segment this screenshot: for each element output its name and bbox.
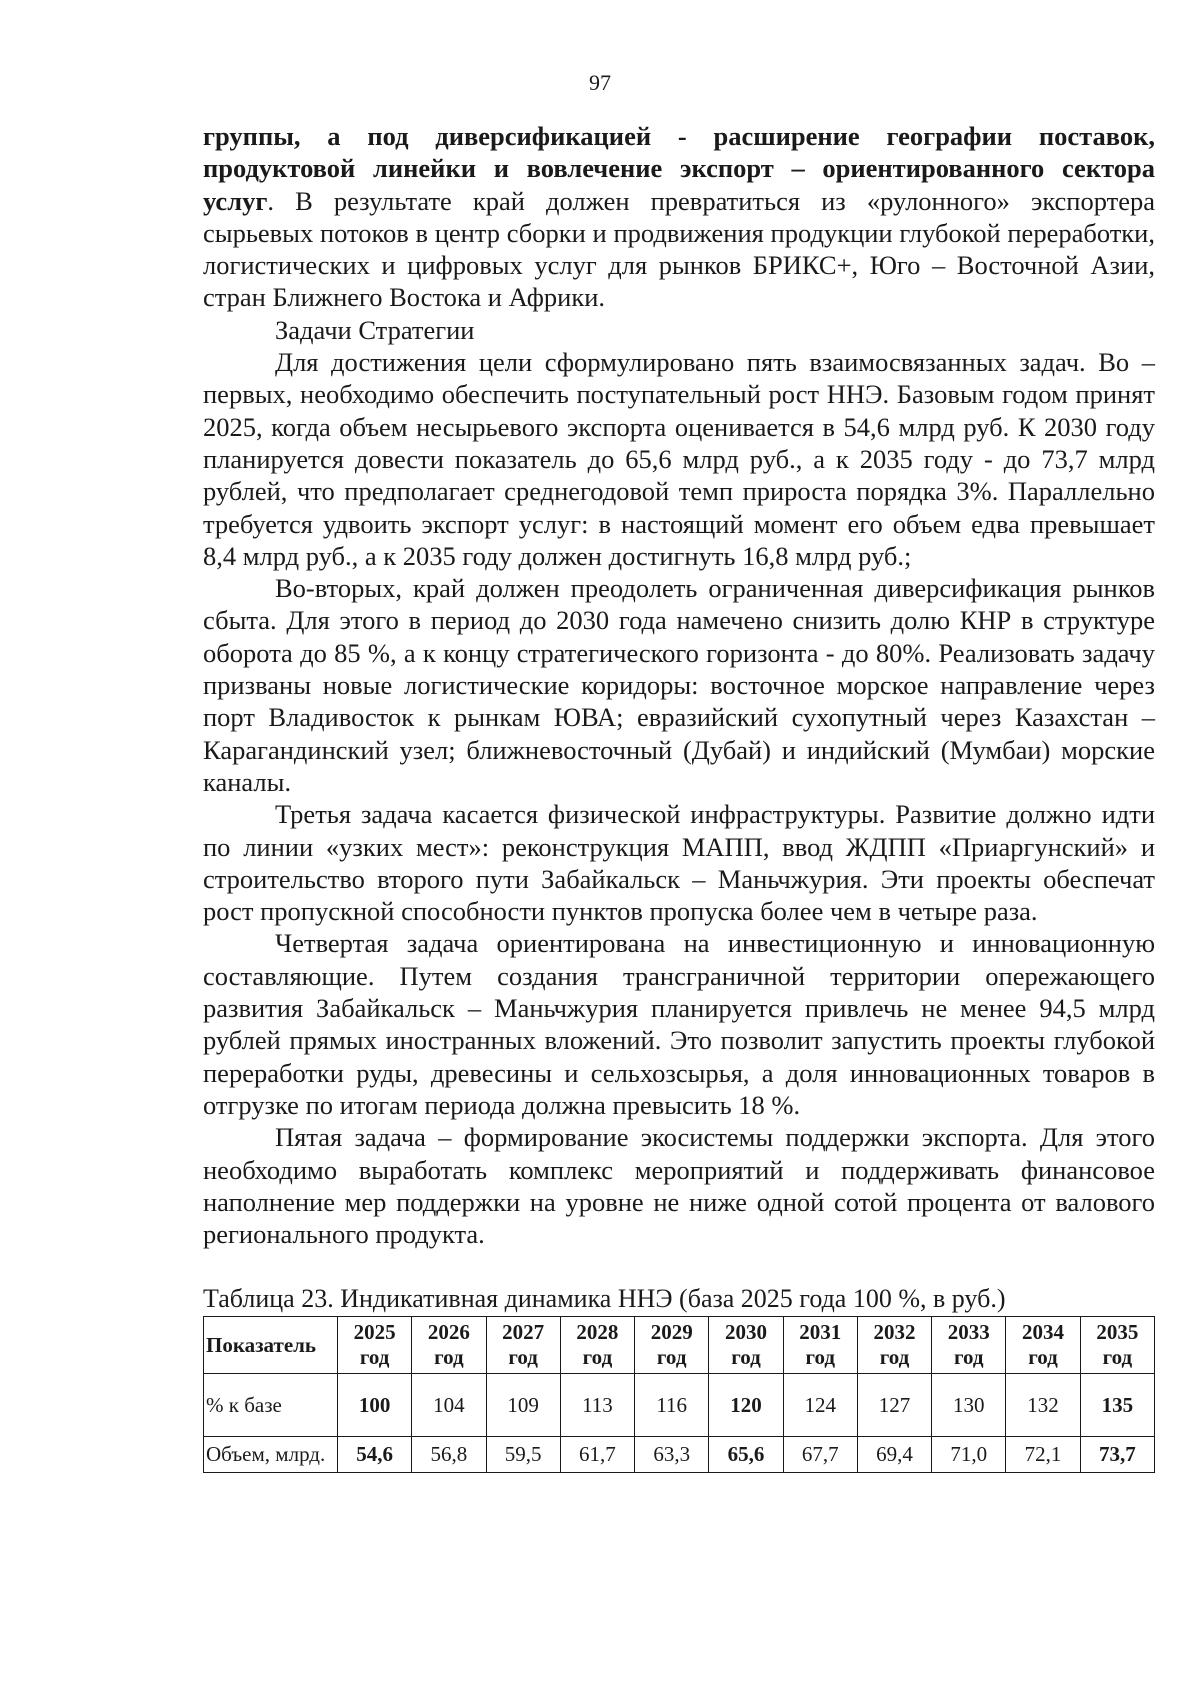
paragraph-task-4: Четвертая задача ориентирована на инвестиционную и инновационную составляющие. Путем создания трансграничной территории опережающего развития Забайкальск – Маньчжурия планируется привлечь не менее 94,5 млрд рублей прямых иностранных вложений. Это позволит запустить проекты глубокой переработки руды, древесины и сельхозсырья, а доля инновационных товаров в отгрузке по итогам периода должна превысить 18 %. [203, 928, 1155, 1120]
header-year [412, 1317, 486, 1374]
table-cell: 116 [635, 1374, 709, 1437]
intro-rest-text: . В результате край должен превратиться из «рулонного» экспортера сырьевых потоков в центр сборки и продвижения продукции глубокой переработки, логистических и цифровых услуг для рынков БРИКС+, Юго – Восточной Азии, стран Ближнего Востока и Африки. [203, 185, 1155, 313]
table-cell: 63,3 [635, 1437, 709, 1473]
table-cell: 104 [412, 1374, 486, 1437]
header-year-unit: год [805, 1345, 835, 1370]
page-number: 97 [589, 70, 611, 95]
table-cell: 73,7 [1080, 1437, 1154, 1473]
table-cell: 124 [783, 1374, 857, 1437]
header-year-unit: год [582, 1345, 613, 1370]
row-label: % к базе [204, 1374, 338, 1437]
table-cell: 54,6 [338, 1437, 412, 1473]
paragraph-task-2: Во-вторых, край должен преодолеть ограниченная диверсификация рынков сбыта. Для этого в период до 2030 года намечено снизить долю КНР в структуре оборота до 85 %, а к концу стратегического горизонта - до 80%. Реализовать задачу призваны новые логистические коридоры: восточное морское направление через порт Владивосток к рынкам ЮВА; евразийский сухопутный через Казахстан – Карагандинский узел; ближневосточный (Дубай) и индийский (Мумбаи) морские каналы. [203, 573, 1155, 797]
table-cell: 56,8 [412, 1437, 486, 1473]
paragraph-task-1: Для достижения цели сформулировано пять взаимосвязанных задач. Во – первых, необходимо обеспечить поступательный рост ННЭ. Базовым годом принят 2025, когда объем несырьевого экспорта оценивается в 54,6 млрд руб. К 2030 году планируется довести показатель до 65,6 млрд руб., а к 2035 году - до 73,7 млрд рублей, что предполагает среднегодовой темп прироста порядка 3%. Параллельно требуется удвоить экспорт услуг: в настоящий момент его объем едва превышает 8,4 млрд руб., а к 2035 году должен достигнуть 16,8 млрд руб.; [203, 347, 1155, 571]
intro-paragraph [203, 120, 1155, 314]
header-year-value: 2027 [502, 1320, 545, 1345]
header-year-unit: год [879, 1345, 910, 1370]
header-year [932, 1317, 1006, 1374]
header-year [709, 1317, 783, 1374]
table-body [204, 1374, 1155, 1473]
row-label: Объем, млрд. [204, 1437, 338, 1473]
table-cell: 127 [857, 1374, 931, 1437]
header-year-unit: год [359, 1345, 390, 1370]
header-year-unit: год [1028, 1345, 1058, 1370]
header-year-value: 2035 [1096, 1320, 1139, 1345]
table-cell: 130 [932, 1374, 1006, 1437]
header-year-unit: год [656, 1345, 687, 1370]
header-year [1080, 1317, 1154, 1374]
header-indicator: Показатель [204, 1317, 338, 1374]
header-year [1006, 1317, 1080, 1374]
header-year [635, 1317, 709, 1374]
header-year [560, 1317, 634, 1374]
table-cell: 120 [709, 1374, 783, 1437]
header-year-value: 2028 [576, 1320, 619, 1345]
table-cell: 135 [1080, 1374, 1154, 1437]
table-cell: 71,0 [932, 1437, 1006, 1473]
table-cell: 100 [338, 1374, 412, 1437]
table-cell: 69,4 [857, 1437, 931, 1473]
document-body [203, 120, 1155, 1473]
dynamics-table [203, 1316, 1155, 1473]
header-year-unit: год [1102, 1345, 1133, 1370]
table-cell: 65,6 [709, 1437, 783, 1473]
table-row [204, 1437, 1155, 1473]
header-year-value: 2032 [873, 1320, 916, 1345]
table-row [204, 1374, 1155, 1437]
header-year-value: 2030 [724, 1320, 767, 1345]
header-year-value: 2029 [650, 1320, 693, 1345]
header-year-value: 2026 [427, 1320, 470, 1345]
table-caption: Таблица 23. Индикативная динамика ННЭ (база 2025 года 100 %, в руб.) [203, 1284, 1006, 1314]
header-year [857, 1317, 931, 1374]
table-cell: 109 [486, 1374, 560, 1437]
table-header-row [204, 1317, 1155, 1374]
table-cell: 61,7 [560, 1437, 634, 1473]
header-year [486, 1317, 560, 1374]
header-year [338, 1317, 412, 1374]
intro-bold-text: группы, а под диверсификацией - расширение географии поставок, продуктовой линейки и вовлечение экспорт – ориентированного сектора услуг [203, 121, 1155, 216]
header-year-unit: год [731, 1345, 761, 1370]
header-year-unit: год [434, 1345, 464, 1370]
header-year-unit: год [953, 1345, 984, 1370]
table-cell: 59,5 [486, 1437, 560, 1473]
table-cell: 113 [560, 1374, 634, 1437]
section-heading: Задачи Стратегии [275, 314, 475, 345]
table-cell: 72,1 [1006, 1437, 1080, 1473]
header-year [783, 1317, 857, 1374]
header-year-unit: год [508, 1345, 538, 1370]
header-year-value: 2034 [1022, 1320, 1065, 1345]
header-year-value: 2025 [353, 1320, 396, 1345]
header-year-value: 2033 [947, 1320, 990, 1345]
table-cell: 67,7 [783, 1437, 857, 1473]
paragraph-task-5: Пятая задача – формирование экосистемы поддержки экспорта. Для этого необходимо выработать комплекс мероприятий и поддерживать финансовое наполнение мер поддержки на уровне не ниже одной сотой процента от валового регионального продукта. [203, 1122, 1155, 1250]
header-year-value: 2031 [799, 1320, 842, 1345]
table-cell: 132 [1006, 1374, 1080, 1437]
paragraph-task-3: Третья задача касается физической инфраструктуры. Развитие должно идти по линии «узких мест»: реконструкция МАПП, ввод ЖДПП «Приаргунский» и строительство второго пути Забайкальск – Маньчжурия. Эти проекты обеспечат рост пропускной способности пунктов пропуска более чем в четыре раза. [203, 799, 1155, 927]
